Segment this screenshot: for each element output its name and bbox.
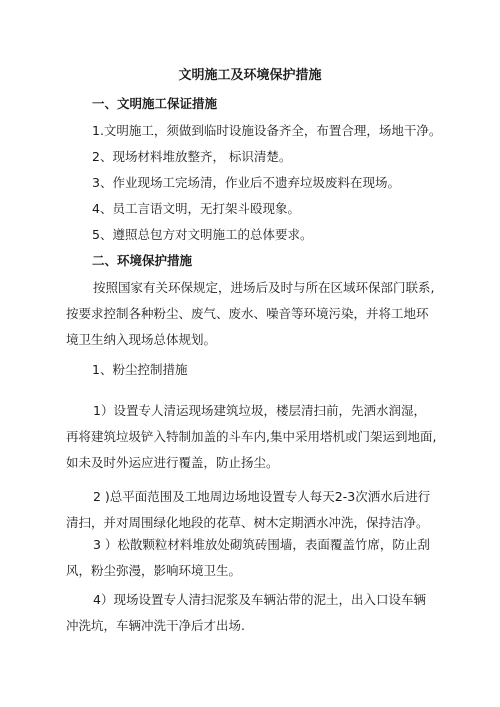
paragraph-measure-1: 1）设置专人清运现场建筑垃圾，楼层清扫前，先洒水润湿，再将建筑垃圾铲入特制加盖的斗车内,集中采用塔机或门架运到地面,如未及时外运应进行覆盖，防止扬尘。 (66, 403, 437, 470)
list-item: 2、现场材料堆放整齐， 标识清楚。 (92, 149, 292, 164)
paragraph-measure-3: 3 ）松散颗粒材料堆放处砌筑砖围墙，表面覆盖竹席，防止刮风，粉尘弥漫，影响环境卫生。 (66, 537, 430, 578)
section-heading-environmental-protection: 二、环境保护措施 (92, 253, 193, 268)
subsection-heading-dust-control: 1、粉尘控制措施 (92, 362, 188, 377)
paragraph-measure-2: 2 )总平面范围及工地周边场地设置专人每天2-3次洒水后进行清扫，并对周围绿化地段的花草、树木定期洒水冲洗，保持洁净。 (66, 489, 431, 530)
list-item: 5、遵照总包方对文明施工的总体要求。 (92, 227, 313, 242)
paragraph-measure-4: 4）现场设置专人清扫泥浆及车辆沾带的泥土，出入口设车辆冲洗坑，车辆冲洗干净后才出场. (66, 592, 426, 633)
section-heading-civilized-construction: 一、文明施工保证措施 (92, 96, 218, 111)
list-item: 3、作业现场工完场清，作业后不遗弃垃圾废料在现场。 (92, 175, 400, 190)
paragraph-intro: 按照国家有关环保规定，进场后及时与所在区域环保部门联系,按要求控制各种粉尘、废气、废水、噪音等环境污染，并将工地环境卫生纳入现场总体规划。 (66, 280, 435, 347)
document-title: 文明施工及环境保护措施 (178, 68, 322, 83)
list-item: 4、员工言语文明，无打架斗殴现象。 (92, 201, 300, 216)
list-item: 1.文明施工，须做到临时设施设备齐全，布置合理，场地干净。 (92, 123, 442, 138)
